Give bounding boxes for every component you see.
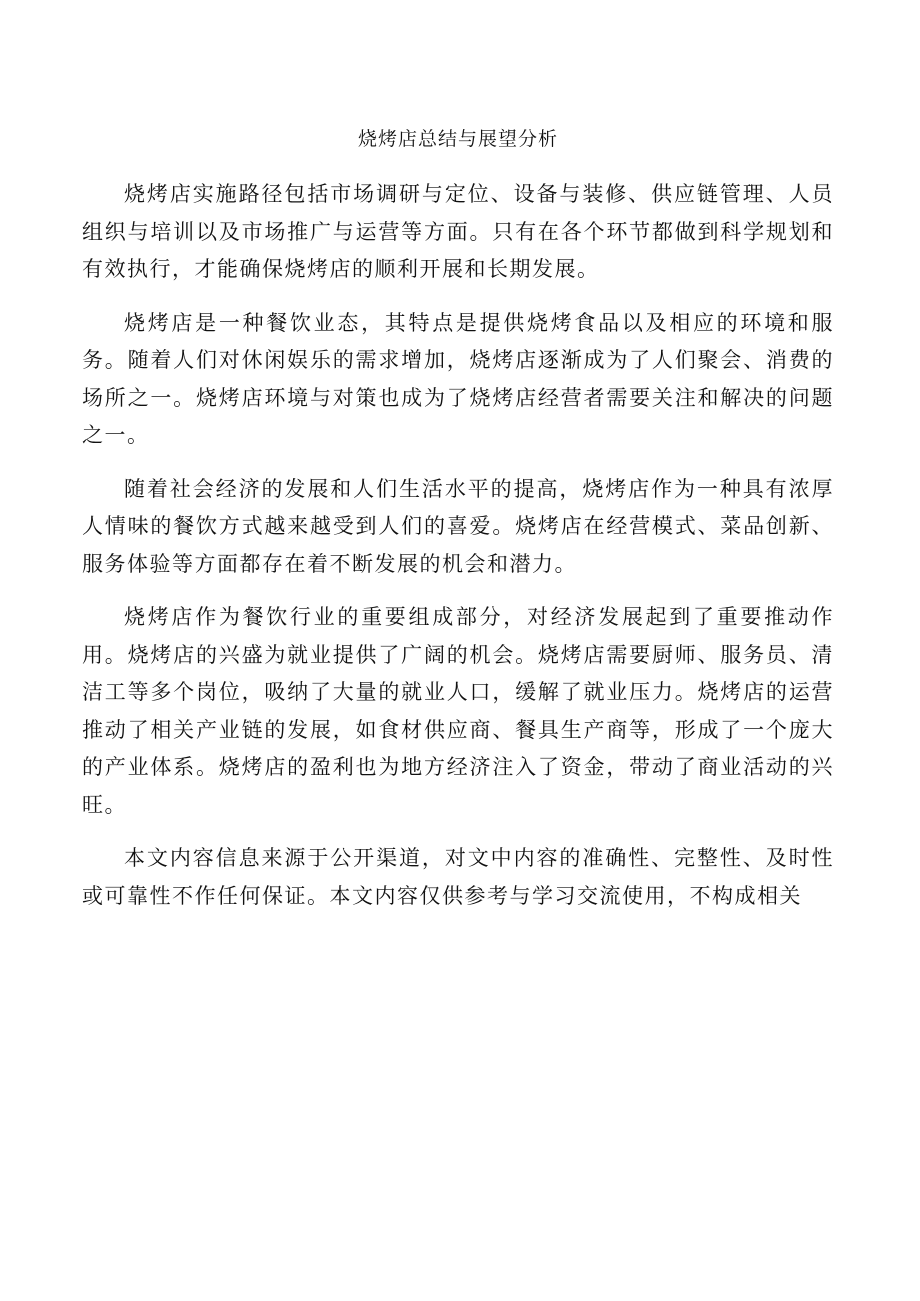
paragraph-economic-impact: 烧烤店作为餐饮行业的重要组成部分，对经济发展起到了重要推动作用。烧烤店的兴盛为就业提供了广阔的机会。烧烤店需要厨师、服务员、清洁工等多个岗位，吸纳了大量的就业人口，缓解了就业压力。烧烤店的运营推动了相关产业链的发展，如食材供应商、餐具生产商等，形成了一个庞大的产业体系。烧烤店的盈利也为地方经济注入了资金，带动了商业活动的兴旺。 (82, 605, 834, 817)
paragraph-business-format: 烧烤店是一种餐饮业态，其特点是提供烧烤食品以及相应的环境和服务。随着人们对休闲娱乐的需求增加，烧烤店逐渐成为了人们聚会、消费的场所之一。烧烤店环境与对策也成为了烧烤店经营者需要关注和解决的问题之一。 (82, 310, 834, 447)
paragraph-disclaimer: 本文内容信息来源于公开渠道，对文中内容的准确性、完整性、及时性或可靠性不作任何保证。本文内容仅供参考与学习交流使用，不构成相关 (82, 846, 834, 908)
document-page (82, 122, 834, 931)
paragraph-development-opportunity: 随着社会经济的发展和人们生活水平的提高，烧烤店作为一种具有浓厚人情味的餐饮方式越来越受到人们的喜爱。烧烤店在经营模式、菜品创新、服务体验等方面都存在着不断发展的机会和潜力。 (82, 476, 834, 576)
document-title: 烧烤店总结与展望分析 (357, 128, 558, 150)
paragraph-implementation-path: 烧烤店实施路径包括市场调研与定位、设备与装修、供应链管理、人员组织与培训以及市场推广与运营等方面。只有在各个环节都做到科学规划和有效执行，才能确保烧烤店的顺利开展和长期发展。 (82, 182, 834, 281)
